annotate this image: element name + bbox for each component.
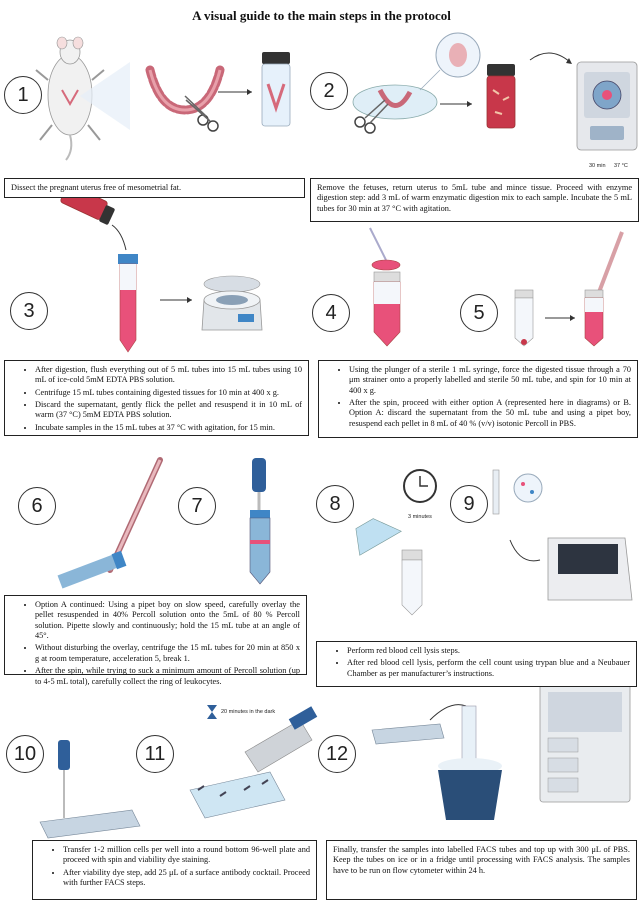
step-3-item: • After digestion, flush everything out of 5 mL tubes into 15 mL tubes using 10 mL of ice-cold 5mM EDTA PBS solution. (35, 365, 302, 386)
step-2-number: 2 (310, 72, 348, 110)
step-6-number: 6 (18, 487, 56, 525)
step-6-item: • Option A continued: Using a pipet boy on slow speed, carefully overlay the pellet resuspended in 40% Percoll solution onto the 5mL of 80 % Percoll solution. Pipette slowly and continuously; hold the 15 mL tube at an angle of 45°. (35, 600, 300, 641)
dark-timer-label: 20 minutes in the dark (221, 709, 276, 715)
step-6-item: • Without disturbing the overlay, centrifuge the 15 mL tubes for 20 min at 850 x g at room temperature, acceleration 5, break 1. (35, 643, 300, 664)
step-10-number: 10 (6, 735, 44, 773)
50ml-tube-icon (585, 290, 603, 346)
step-6-item: • After the spin, while trying to suck a minimum amount of Percoll solution (up to 4-5 mL total), carefully collect the ring of leukocytes. (35, 666, 300, 687)
multichannel-pipette-icon (245, 706, 317, 772)
step-9-number: 9 (450, 485, 488, 523)
step-7-number: 7 (178, 487, 216, 525)
pipette-icon (58, 740, 70, 818)
step-3-box (4, 360, 309, 436)
step-8-item: • Perform red blood cell lysis steps. (347, 646, 630, 656)
step-3-item: • Centrifuge 15 mL tubes containing digested tissues for 10 min at 400 x g. (35, 388, 302, 398)
step-6-box (4, 595, 307, 686)
50ml-tube-icon (515, 290, 533, 346)
flow-cytometer-icon (540, 682, 630, 802)
96-well-plate-icon (372, 724, 444, 744)
strainer-syringe-icon (370, 228, 400, 270)
50ml-tube-icon (374, 272, 400, 346)
50ml-tube-icon (402, 550, 422, 615)
step-4-number: 4 (312, 294, 350, 332)
step-4-box (318, 360, 638, 438)
vial-icon (487, 64, 515, 128)
step-1-text: Dissect the pregnant uterus free of mesometrial fat. (11, 183, 182, 192)
fetus-zoom-icon (420, 33, 480, 90)
step-2-box (310, 178, 639, 222)
step-2-text: Remove the fetuses, return uterus to 5mL tube and mince tissue. Proceed with enzyme digestion step: add 3 mL of warm enzymatic digestion mix to each sample. Incubate the 5 mL tubes for 30 min at 37 °C with agitation. (317, 183, 632, 213)
hourglass-icon (207, 705, 217, 719)
step-12-box (326, 840, 637, 900)
timer-label: 3 minutes (408, 514, 432, 520)
step-10-box (32, 840, 317, 900)
step-8-number: 8 (316, 485, 354, 523)
96-well-plate-icon (40, 810, 140, 838)
96-well-plate-icon (190, 772, 285, 818)
15ml-tube-icon (250, 510, 270, 584)
step-10-item: • After viability dye step, add 25 μL of a surface antibody cocktail. Proceed with further FACS steps. (63, 868, 310, 889)
step-8-item: • After red blood cell lysis, perform the cell count using trypan blue and a Neubauer Chamber as per manufacturer’s instructions. (347, 658, 630, 679)
page-title: A visual guide to the main steps in the protocol (192, 8, 451, 23)
step-3-item: • Incubate samples in the 15 mL tubes at 37 °C with agitation, for 15 min. (35, 423, 302, 433)
step-3-item: • Discard the supernatant, gently flick the pellet and resuspend it in 10 mL of warm (37 °C) 5mM EDTA PBS solution. (35, 400, 302, 421)
step-12-number: 12 (318, 735, 356, 773)
step-4-item: • After the spin, proceed with either option A (represented here in diagrams) or B. Option A: discard the supernatant from the 50 mL tube and using a pipet boy, resuspend each pellet in 8 mL of 40 % (v/v) isotonic Percoll in PBS. (349, 398, 631, 429)
clock-icon (404, 470, 436, 502)
flask-icon (347, 510, 401, 556)
vial-icon (262, 52, 290, 126)
arrow-icon (430, 705, 466, 720)
step-5-number: 5 (460, 294, 498, 332)
step-12-text: Finally, transfer the samples into labelled FACS tubes and top up with 300 μL of PBS. Keep the tubes on ice or in a fridge until processing with FACS analysis. The samples have to be run on flow cytometer within 24 h. (333, 845, 630, 875)
15ml-tube-icon (118, 254, 138, 352)
centrifuge-icon (202, 276, 262, 330)
15ml-tube-angled-icon (60, 551, 126, 582)
arrow-icon (530, 53, 570, 62)
step-4-item: • Using the plunger of a sterile 1 mL syringe, force the digested tissue through a 70 μm strainer onto a properly labelled and sterile 50 mL tube, and spin for 10 min at 400 x g. (349, 365, 631, 396)
step-8-box (316, 641, 637, 687)
step-1-box (4, 178, 305, 198)
step-3-number: 3 (10, 292, 48, 330)
step-11-number: 11 (136, 735, 174, 773)
incubator-time-label: 30 min (589, 163, 606, 169)
ice-bucket-icon (438, 706, 502, 820)
petri-dish-icon (353, 85, 437, 119)
step-1-number: 1 (4, 76, 42, 114)
step-10-item: • Transfer 1-2 million cells per well into a round bottom 96-well plate and proceed with spin and viability dye staining. (63, 845, 310, 866)
cell-counter-icon (493, 470, 632, 600)
incubator-temp-label: 37 °C (614, 163, 628, 169)
uterus-icon (150, 70, 220, 110)
incubator-icon (577, 62, 637, 150)
